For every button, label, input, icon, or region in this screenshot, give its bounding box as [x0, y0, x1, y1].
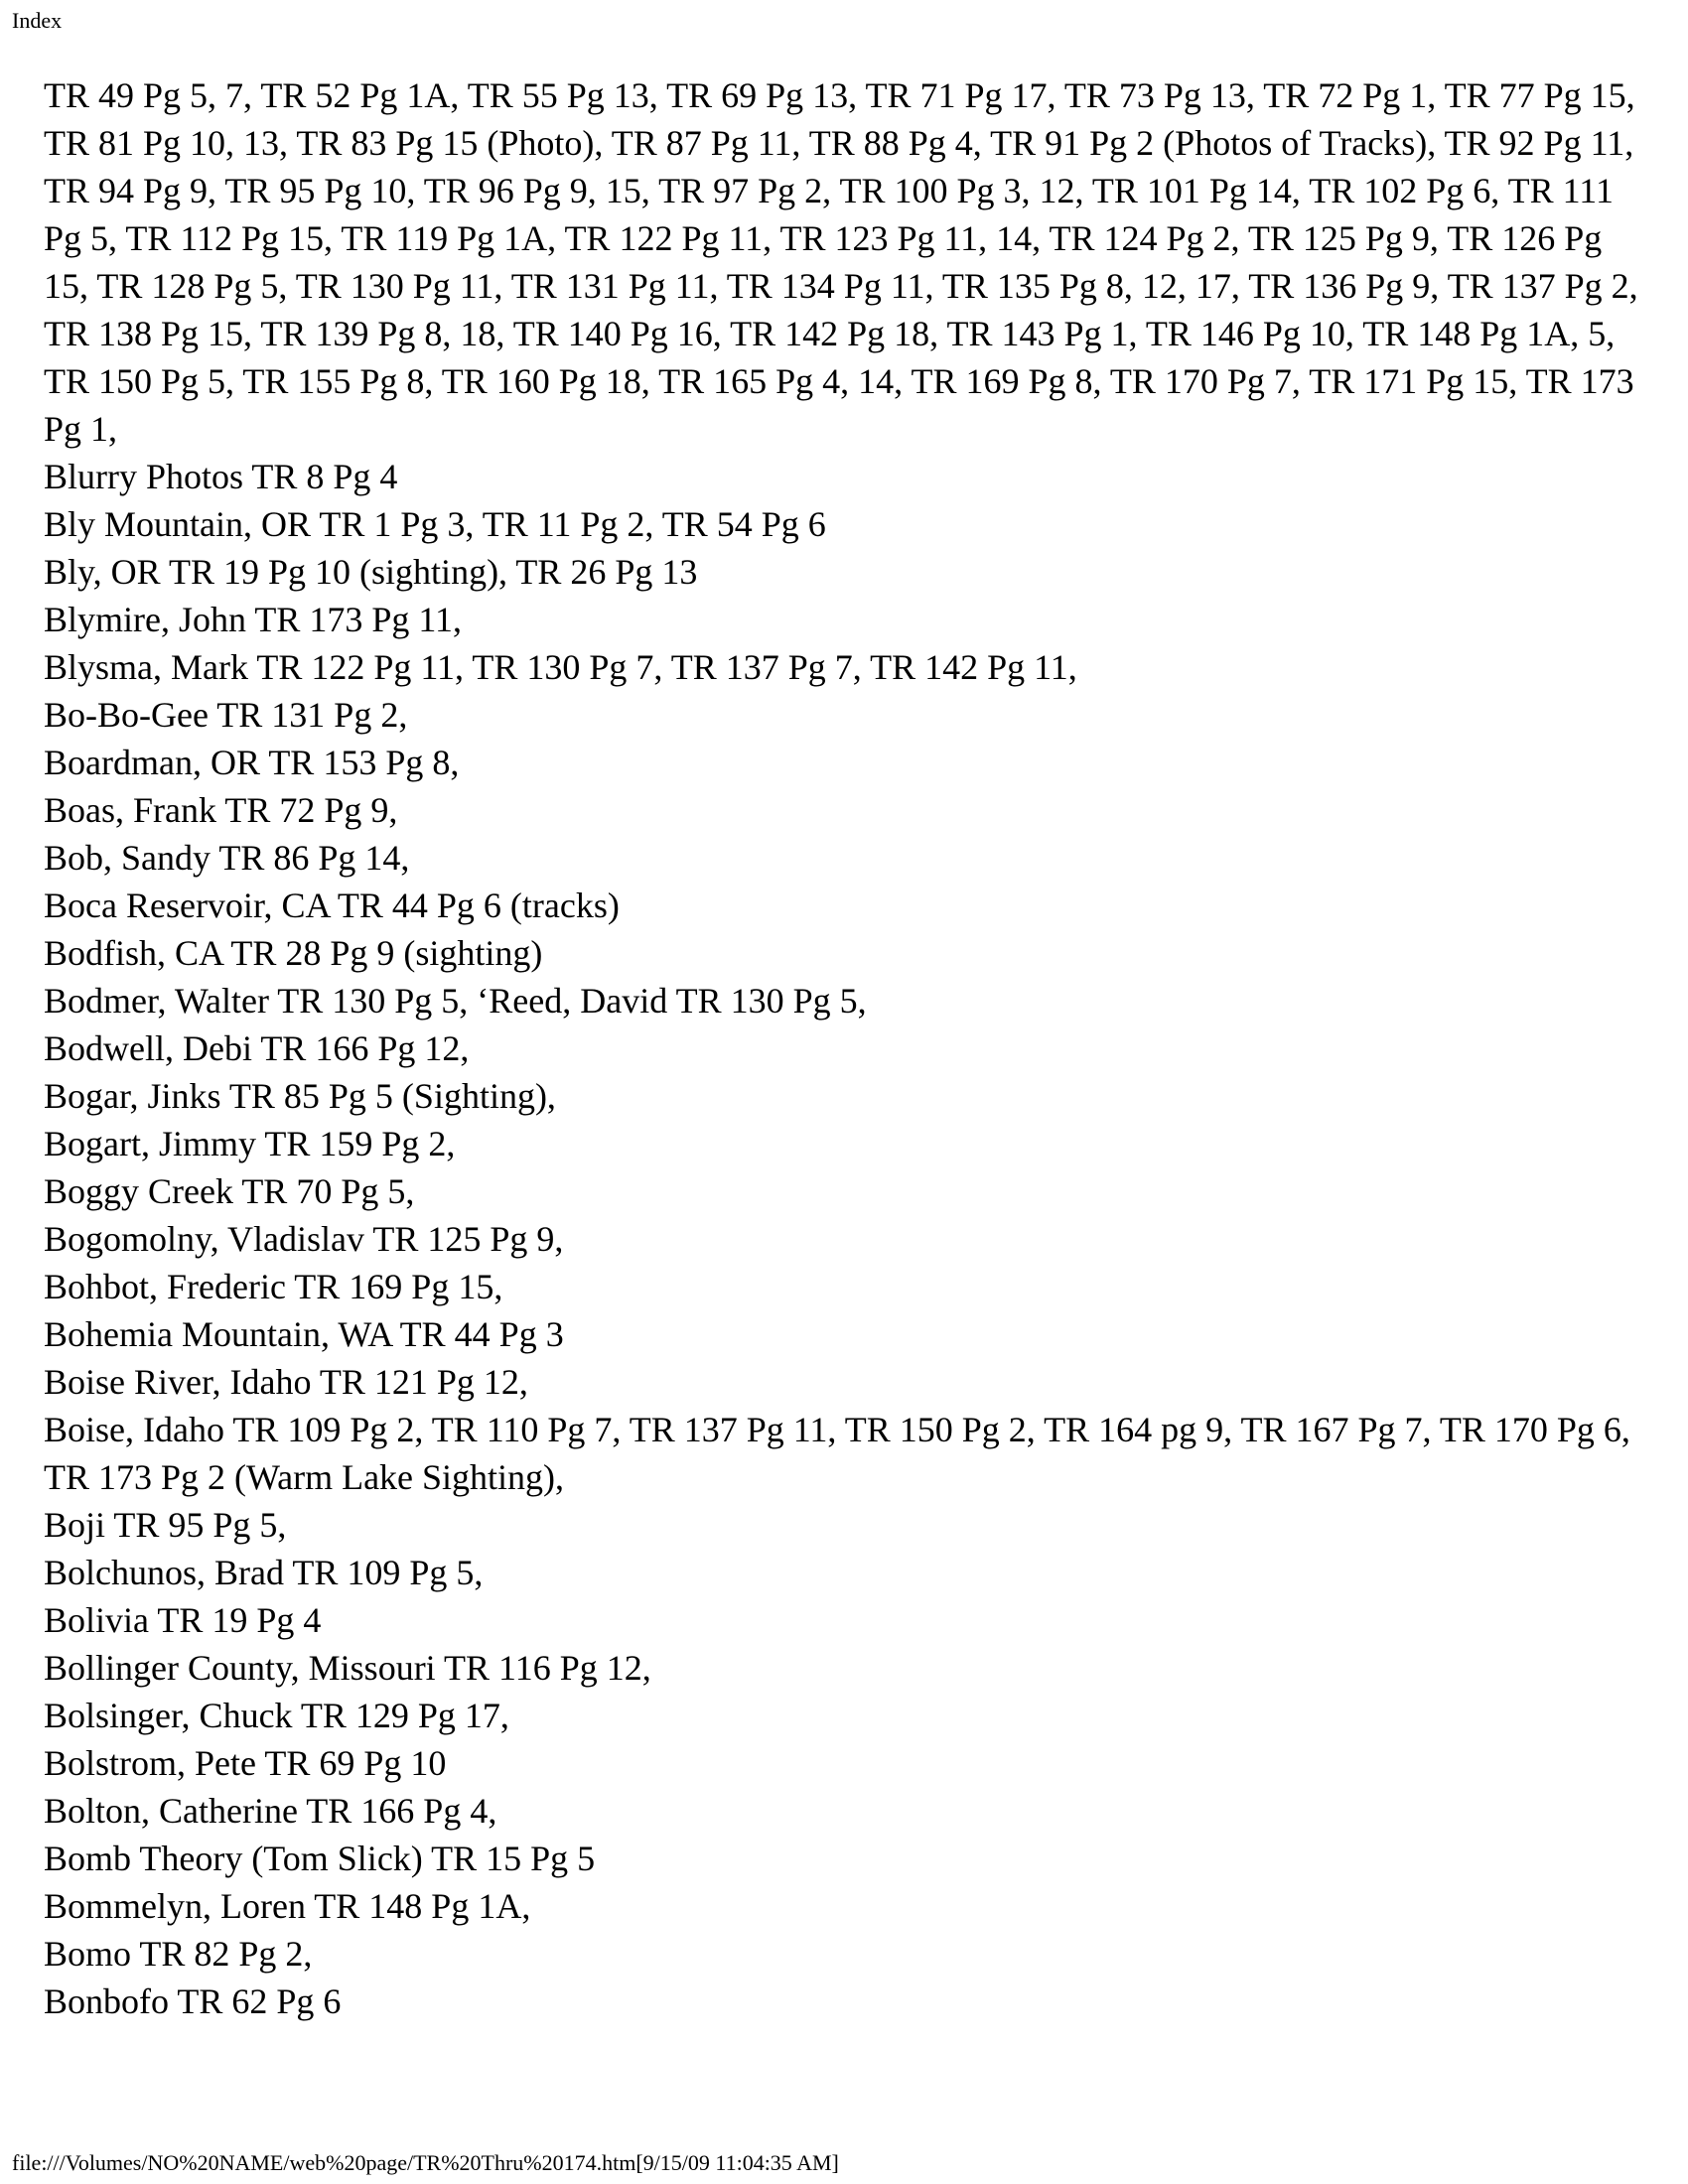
index-entry: Boise River, Idaho TR 121 Pg 12, — [44, 1362, 528, 1402]
index-entry: Bly, OR TR 19 Pg 10 (sighting), TR 26 Pg 13 — [44, 552, 698, 592]
index-entry: Bob, Sandy TR 86 Pg 14, — [44, 838, 410, 878]
index-entry: Bogar, Jinks TR 85 Pg 5 (Sighting), — [44, 1076, 556, 1116]
index-entry: Bollinger County, Missouri TR 116 Pg 12, — [44, 1648, 651, 1688]
index-entry: Bolchunos, Brad TR 109 Pg 5, — [44, 1553, 484, 1592]
index-entry: Boji TR 95 Pg 5, — [44, 1505, 287, 1545]
index-entry: TR 49 Pg 5, 7, TR 52 Pg 1A, TR 55 Pg 13, TR 69 Pg 13, TR 71 Pg 17, TR 73 Pg 13, TR 72 Pg 1, TR 77 Pg 15, TR 81 Pg 10, 13, TR 83 Pg 15 (Photo), TR 87 Pg 11, TR 88 Pg 4, TR 91 Pg 2 (Photos of Tracks), TR 92 Pg 11, TR 94 Pg 9, TR 95 Pg 10, TR 96 Pg 9, 15, TR 97 Pg 2, TR 100 Pg 3, 12, TR 101 Pg 14, TR 102 Pg 6, TR 111 Pg 5, TR 112 Pg 15, TR 119 Pg 1A, TR 122 Pg 11, TR 123 Pg 11, 14, TR 124 Pg 2, TR 125 Pg 9, TR 126 Pg 15, TR 128 Pg 5, TR 130 Pg 11, TR 131 Pg 11, TR 134 Pg 11, TR 135 Pg 8, 12, 17, TR 136 Pg 9, TR 137 Pg 2, TR 138 Pg 15, TR 139 Pg 8, 18, TR 140 Pg 16, TR 142 Pg 18, TR 143 Pg 1, TR 146 Pg 10, TR 148 Pg 1A, 5, TR 150 Pg 5, TR 155 Pg 8, TR 160 Pg 18, TR 165 Pg 4, 14, TR 169 Pg 8, TR 170 Pg 7, TR 171 Pg 15, TR 173 Pg 1, — [44, 75, 1638, 449]
index-entry: Bommelyn, Loren TR 148 Pg 1A, — [44, 1886, 531, 1926]
index-entry: Blurry Photos TR 8 Pg 4 — [44, 457, 398, 496]
index-entry: Blymire, John TR 173 Pg 11, — [44, 600, 463, 639]
index-entry: Bly Mountain, OR TR 1 Pg 3, TR 11 Pg 2, TR 54 Pg 6 — [44, 504, 826, 544]
index-entry: Bodfish, CA TR 28 Pg 9 (sighting) — [44, 933, 543, 973]
index-entry: Boardman, OR TR 153 Pg 8, — [44, 743, 460, 782]
page-footer-url: file:///Volumes/NO%20NAME/web%20page/TR%20Thru%20174.htm[9/15/09 11:04:35 AM] — [12, 2150, 839, 2175]
index-entry: Bogomolny, Vladislav TR 125 Pg 9, — [44, 1219, 564, 1259]
index-entry: Bolsinger, Chuck TR 129 Pg 17, — [44, 1696, 509, 1735]
index-entry: Bohemia Mountain, WA TR 44 Pg 3 — [44, 1314, 564, 1354]
index-entry: Boggy Creek TR 70 Pg 5, — [44, 1171, 415, 1211]
index-entry: Bomb Theory (Tom Slick) TR 15 Pg 5 — [44, 1839, 596, 1878]
index-entry: Bolivia TR 19 Pg 4 — [44, 1600, 322, 1640]
index-entry: Bo-Bo-Gee TR 131 Pg 2, — [44, 695, 408, 735]
index-entry: Bomo TR 82 Pg 2, — [44, 1934, 313, 1974]
index-entry: Bohbot, Frederic TR 169 Pg 15, — [44, 1267, 503, 1306]
index-entries — [44, 71, 1652, 2025]
page-header-title: Index — [12, 8, 63, 33]
index-entry: Boca Reservoir, CA TR 44 Pg 6 (tracks) — [44, 886, 620, 925]
index-entry: Bolstrom, Pete TR 69 Pg 10 — [44, 1743, 447, 1783]
index-entry: Bonbofo TR 62 Pg 6 — [44, 1981, 342, 2021]
index-entry: Bodwell, Debi TR 166 Pg 12, — [44, 1028, 470, 1068]
index-entry: Bodmer, Walter TR 130 Pg 5, ‘Reed, David TR 130 Pg 5, — [44, 981, 867, 1021]
index-entry: Boise, Idaho TR 109 Pg 2, TR 110 Pg 7, TR 137 Pg 11, TR 150 Pg 2, TR 164 pg 9, TR 167 Pg 7, TR 170 Pg 6, TR 173 Pg 2 (Warm Lake Sighting), — [44, 1410, 1630, 1497]
index-entry: Boas, Frank TR 72 Pg 9, — [44, 790, 398, 830]
index-entry: Bolton, Catherine TR 166 Pg 4, — [44, 1791, 497, 1831]
index-entry: Blysma, Mark TR 122 Pg 11, TR 130 Pg 7, TR 137 Pg 7, TR 142 Pg 11, — [44, 647, 1077, 687]
index-entry: Bogart, Jimmy TR 159 Pg 2, — [44, 1124, 456, 1163]
